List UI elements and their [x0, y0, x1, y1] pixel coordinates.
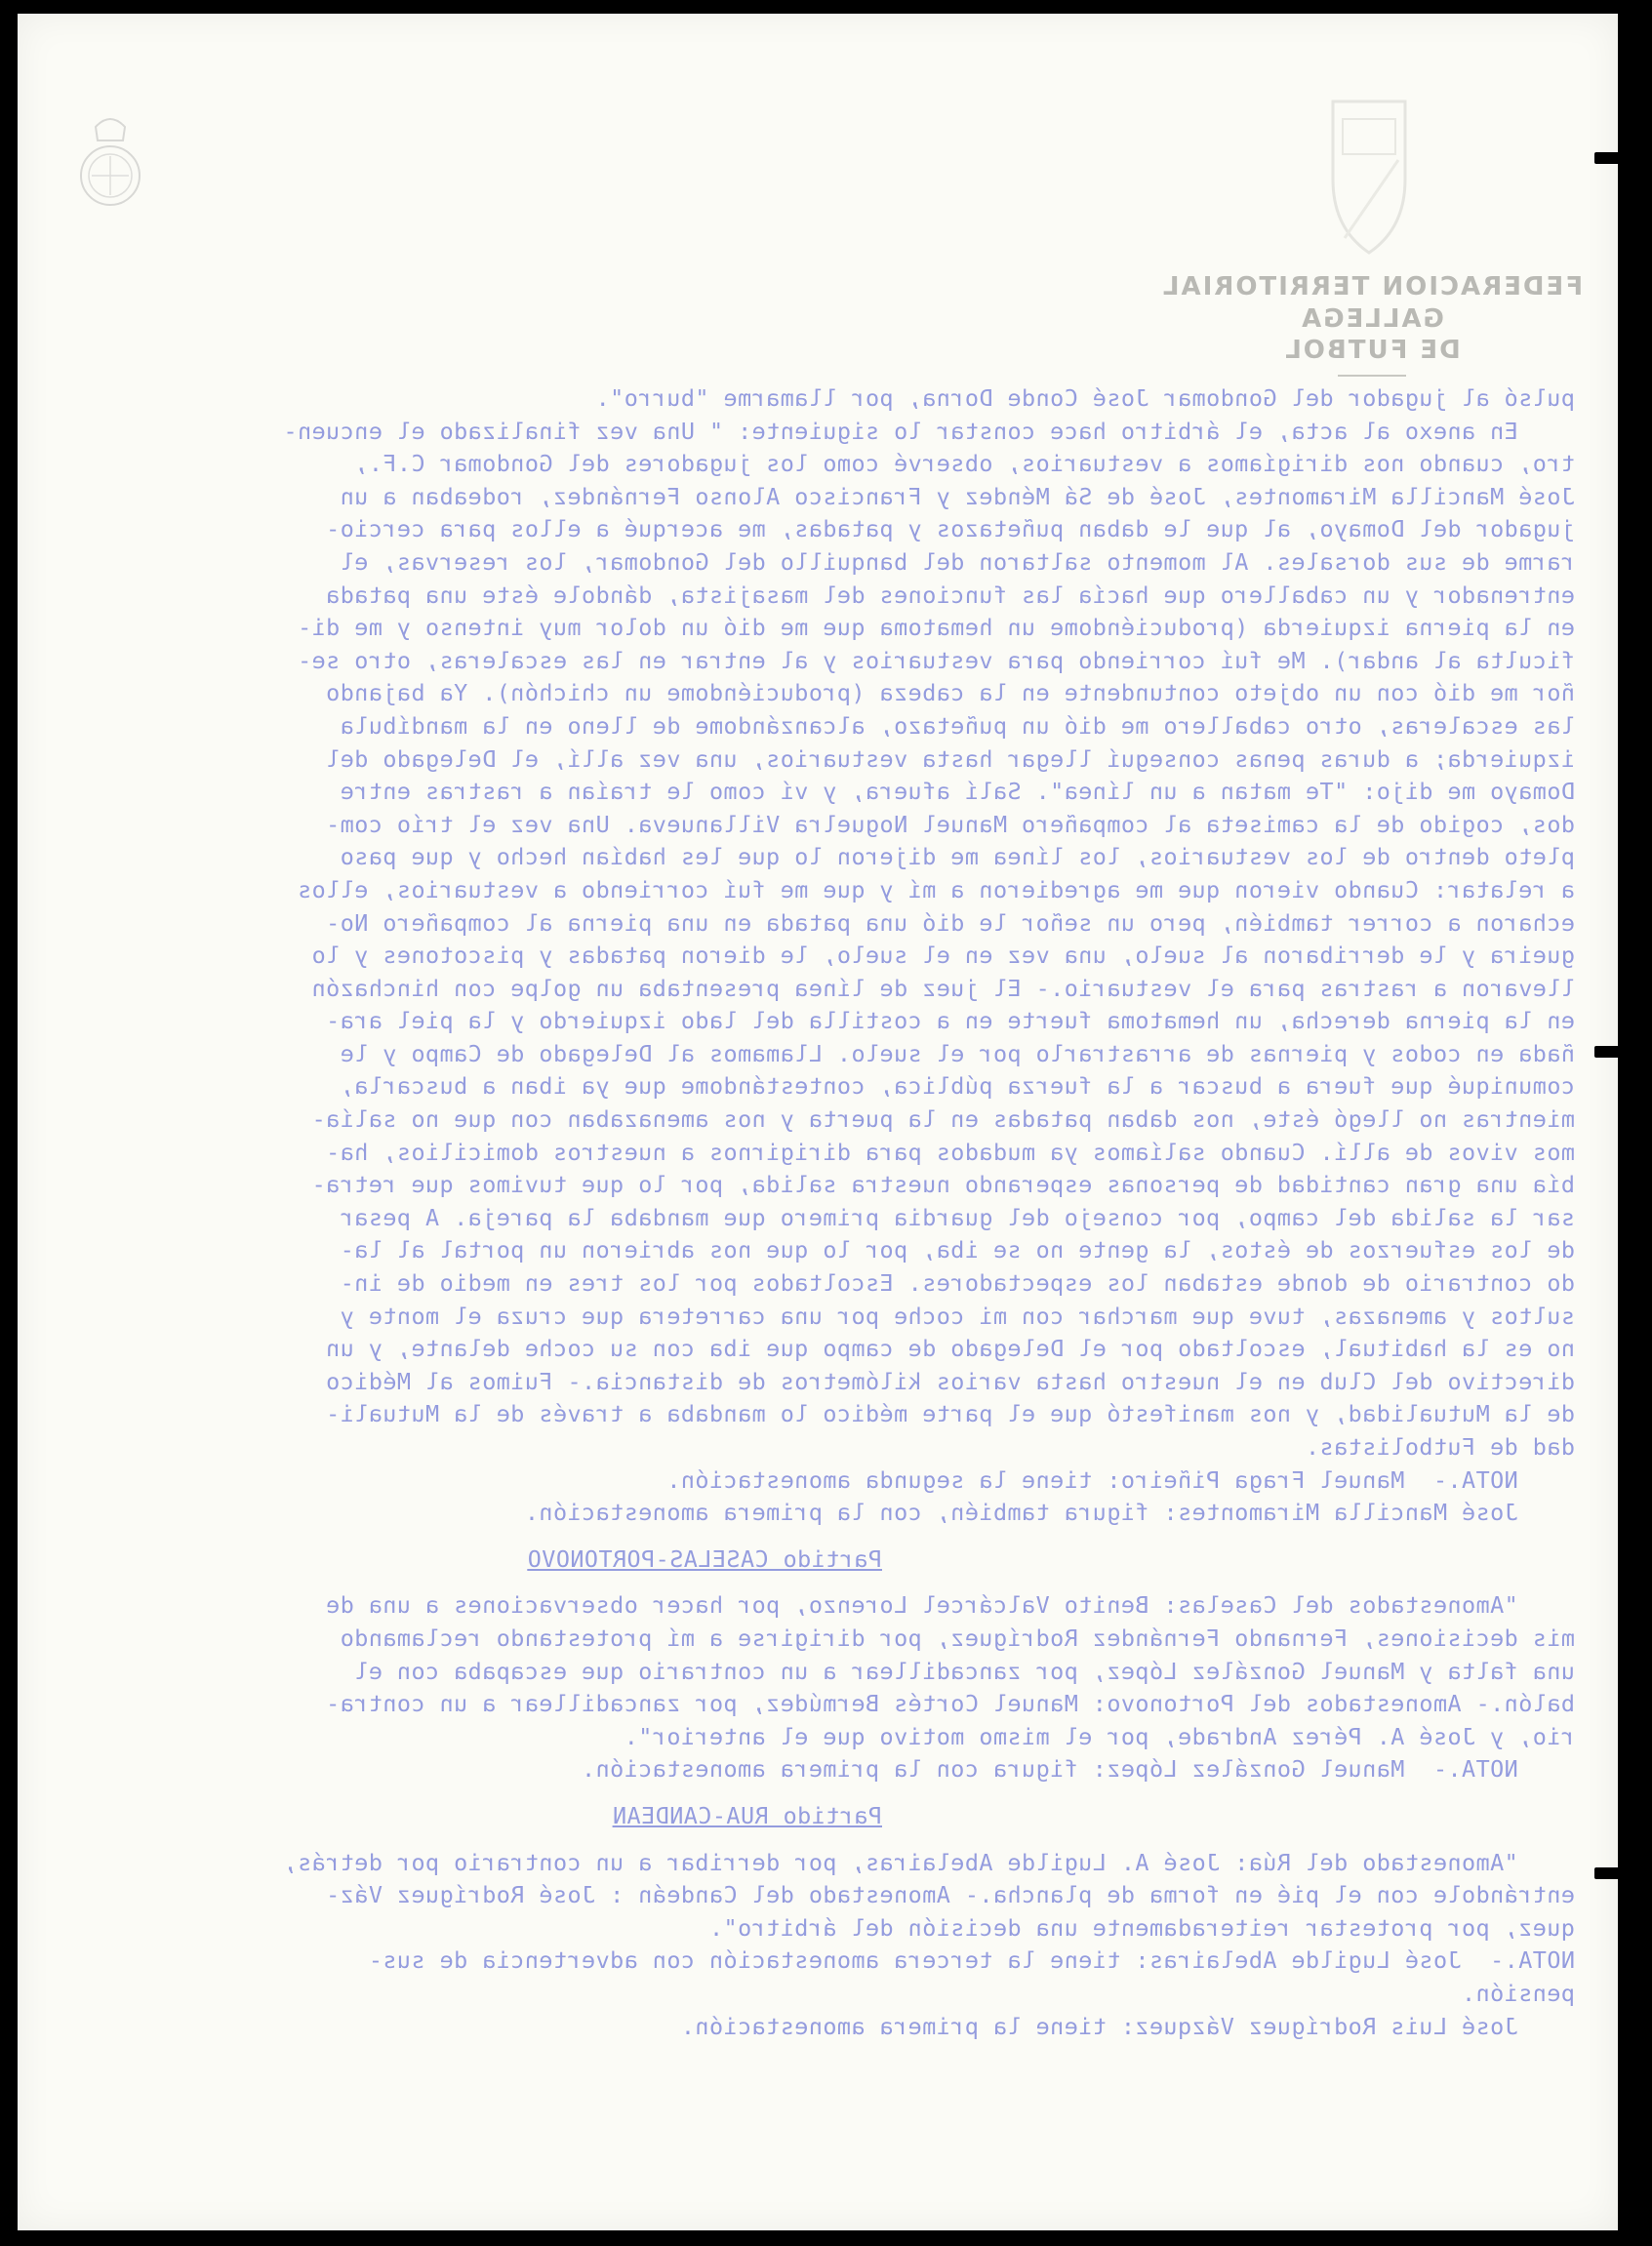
body-line: directivo del Club en el nuestro hasta varios kilómetros de distancia.- Fuimos al Médico: [325, 1367, 1575, 1395]
spacer: [64, 1786, 1575, 1800]
body-line: pleto dentro de los vestuarios, los línea me dijeron lo que les habían hecho y que paso: [340, 843, 1575, 871]
body-line: en la pierna izquierda (produciéndome un hematoma que me dió un dolor muy intenso y me di-: [297, 614, 1575, 642]
body-line: "Amonestados del Caselas: Benito Valcárcel Lorenzo, por hacer observaciones a una de: [325, 1591, 1575, 1620]
crest-seal-icon: [76, 107, 144, 215]
spacer: [64, 1576, 1575, 1589]
body-line: izquierda; a duras penas conseguí llegar hasta vestuarios, una vez allí, el Delegado del: [325, 744, 1575, 773]
body-line: ñada en codos y piernas de arrastrarlo por el suelo. Llamamos al Delegado de Campo y le: [340, 1039, 1575, 1067]
body-line: mis decisiones, Fernando Fernández Rodríguez, por dirigirse a mí protestando reclamando: [340, 1624, 1575, 1652]
body-line: pulsó al jugador del Gondomar José Conde Dorna, por llamarme "burro".: [595, 384, 1575, 412]
federation-shield-icon: [1325, 92, 1413, 258]
body-line: sultos y amenazas, tuve que marchar con mi coche por una carretera que cruza el monte y: [340, 1302, 1575, 1330]
body-line: jugador del Domayo, al que le daban puñetazos y patadas, me acerqué a ellos para cercio-: [325, 515, 1575, 543]
body-line: tro, cuando nos dirigíamos a vestuarios, observé como los jugadores del Gondomar C.F.,: [353, 450, 1575, 478]
section-heading: Partido CASELAS-PORTONOVO: [527, 1544, 882, 1573]
body-line: Domayo me dijo: "Te matan a un línea". Salí afuera, y ví como le traían a rastras entre: [340, 778, 1575, 806]
binder-hole: [1594, 1867, 1624, 1879]
body-line: dad de Futbolistas.: [1305, 1433, 1575, 1461]
letterhead-rule: [1338, 375, 1406, 377]
body-line: de los esfuerzos de éstos, la gente no se iba, por lo que nos abrieron un portal al la-: [340, 1236, 1575, 1264]
bleed-through-text: [64, 382, 1575, 2043]
federation-letterhead: [1148, 271, 1596, 377]
section-heading: Partido RUA-CANDEAN: [612, 1801, 882, 1829]
body-line: do contrario de donde estaban los espectadores. Escoltados por los tres en medio de in-: [340, 1269, 1575, 1298]
body-line: José Luis Rodríguez Vázquez: tiene la primera amonestación.: [680, 2012, 1575, 2040]
body-line: una falta y Manuel González López, por zancadillear a un contrario que escapaba con el: [353, 1657, 1575, 1685]
body-line: "Amonestado del Rúa: José A. Lugilde Abelairas, por derribar a un contrario por detrás,: [283, 1848, 1575, 1876]
nota-line: NOTA.- Manuel Fraga Piñeiro: tiene la segunda amonestación.: [665, 1465, 1575, 1494]
body-line: echaron a correr también, pero un señor le dió una patada en una pierna al compañero No-: [325, 908, 1575, 937]
body-line: rio, y José A. Pérez Andrade, por el mismo motivo que el anterior".: [624, 1722, 1575, 1750]
body-line: pensión.: [1461, 1979, 1575, 2007]
nota-line: NOTA.- José Lugilde Abelairas: tiene la tercera amonestación con advertencia de sus-: [368, 1946, 1575, 1975]
nota-line: NOTA.- Manuel González López: figura con la primera amonestación.: [581, 1755, 1575, 1784]
body-line: mos vivos de allí. Cuando salíamos ya mudados para dirigirnos a nuestros domicilios, ha-: [325, 1138, 1575, 1166]
letterhead-line-1: FEDERACION TERRITORIAL GALLEGA: [1160, 272, 1584, 334]
binder-hole: [1594, 152, 1624, 164]
body-line: En anexo al acta, el árbitro hace constar lo siguiente: " Una vez finalizado el encuen-: [283, 417, 1575, 445]
body-line: comuniqué que fuera a buscar a la fuerza pública, contestándome que ya iban a buscarla,: [340, 1072, 1575, 1101]
letterhead-line-2: DE FUTBOL: [1283, 336, 1461, 365]
body-line: las escaleras, otro caballero me dió un puñetazo, alcanzándome de lleno en la mandíbula: [340, 711, 1575, 740]
body-line: no es la habitual, escoltado por el Delegado de campo que iba con su coche delante, y un: [325, 1335, 1575, 1363]
body-line: entrenador y un caballero que hacía las funciones del masajista, dándole éste una patada: [325, 581, 1575, 609]
document-page: [18, 14, 1618, 2230]
body-line: de la Mutualidad, y nos manifestó que el parte médico lo mandaba a través de la Mutuali-: [325, 1400, 1575, 1428]
body-line: José Mancilla Miramontes, José de Sá Méndez y Francisco Alonso Fernández, rodeaban a un: [340, 482, 1575, 510]
spacer: [64, 1833, 1575, 1847]
body-line: en la pierna derecha, un hematoma fuerte en a costilla del lado izquierdo y la piel ara-: [325, 1007, 1575, 1035]
body-line: quez, por protestar reiteradamente una decisión del árbitro".: [708, 1913, 1575, 1942]
body-line: balón.- Amonestados del Portonovo: Manuel Cortés Bermúdez, por zancadillear a un contra-: [325, 1690, 1575, 1718]
body-line: a relatar: Cuando vieron que me agredieron a mí y que me fuí corriendo a vestuarios, ellos: [297, 875, 1575, 903]
body-line: bía una gran cantidad de personas esperando nuestra salida, por lo que tuvimos que retra-: [311, 1171, 1575, 1199]
body-line: llevaron a rastras para el vestuario.- El juez de línea presentaba un golpe con hinchazón: [311, 974, 1575, 1002]
body-line: dos, cogido de la camiseta al compañero Manuel Noguelra Villanueva. Una vez el trío com-: [325, 810, 1575, 838]
body-line: ficulta al andar). Me fuí corriendo para vestuarios y al entrar en las escaleras, otro se-: [297, 646, 1575, 674]
body-line: gueira y le derribaron al suelo, una vez en el suelo, le dieron patadas y piscotones y lo: [311, 942, 1575, 970]
nota-line: José Mancilla Miramontes: figura también, con la primera amonestación.: [524, 1499, 1575, 1527]
body-line: rarme de sus dorsales. Al momento saltaron del banquillo del Gondomar, los reservas, el: [340, 547, 1575, 576]
body-line: sar la salida del campo, por consejo del guardia primero que mandaba la pareja. A pesar: [340, 1203, 1575, 1231]
body-line: ñor me dió con un objeto contundente en la cabeza (produciéndome un chichón). Ya bajando: [325, 679, 1575, 707]
binder-hole: [1594, 1046, 1624, 1058]
spacer: [64, 1530, 1575, 1544]
body-line: mientras no llegó éste, nos daban patadas en la puerta y nos amenazaban con que no salía-: [311, 1105, 1575, 1134]
body-line: entrándole con el pié en forma de plancha.- Amonestado del Candeán : José Rodríguez Váz-: [325, 1881, 1575, 1909]
